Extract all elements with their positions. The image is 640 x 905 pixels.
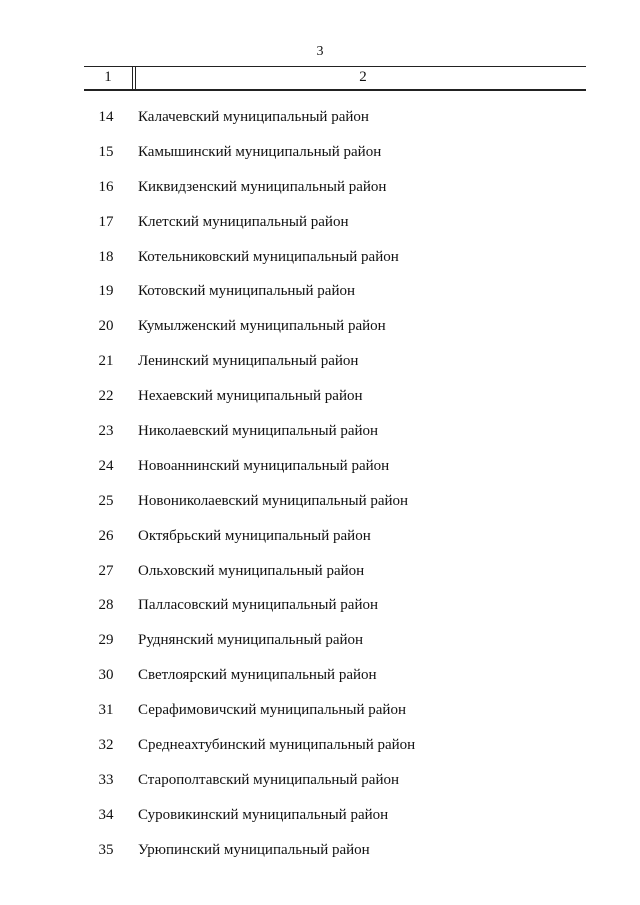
district-name: Светлоярский муниципальный район bbox=[138, 667, 377, 684]
district-name: Николаевский муниципальный район bbox=[138, 422, 379, 439]
table-row bbox=[84, 798, 604, 833]
district-name: Новоаннинский муниципальный район bbox=[138, 457, 390, 474]
row-number: 14 bbox=[98, 108, 114, 125]
table-row bbox=[84, 519, 604, 554]
table-row bbox=[84, 240, 604, 275]
row-number: 27 bbox=[98, 562, 114, 579]
district-list bbox=[84, 100, 604, 868]
row-number: 24 bbox=[98, 457, 114, 474]
page-number: 3 bbox=[316, 44, 324, 59]
table-row bbox=[84, 205, 604, 240]
table-row bbox=[84, 833, 604, 868]
row-number: 26 bbox=[98, 527, 114, 544]
district-name: Киквидзенский муниципальный район bbox=[138, 178, 387, 195]
table-row bbox=[84, 693, 604, 728]
table-row bbox=[84, 170, 604, 205]
table-row bbox=[84, 309, 604, 344]
district-name: Октябрьский муниципальный район bbox=[138, 527, 371, 544]
table-row bbox=[84, 135, 604, 170]
table-row bbox=[84, 554, 604, 589]
table-row bbox=[84, 274, 604, 309]
row-number: 20 bbox=[98, 318, 114, 335]
table-row bbox=[84, 484, 604, 519]
district-name: Клетский муниципальный район bbox=[138, 213, 349, 230]
district-name: Нехаевский муниципальный район bbox=[138, 388, 363, 405]
district-name: Суровикинский муниципальный район bbox=[138, 806, 389, 823]
table-row bbox=[84, 763, 604, 798]
district-name: Старополтавский муниципальный район bbox=[138, 771, 399, 788]
row-number: 33 bbox=[98, 771, 114, 788]
table-row bbox=[84, 100, 604, 135]
district-name: Урюпинский муниципальный район bbox=[138, 841, 370, 858]
district-name: Руднянский муниципальный район bbox=[138, 632, 364, 649]
row-number: 34 bbox=[98, 806, 114, 823]
column-header-2: 2 bbox=[135, 67, 586, 89]
column-header-1: 1 bbox=[84, 67, 133, 89]
district-name: Калачевский муниципальный район bbox=[138, 108, 369, 125]
table-row bbox=[84, 449, 604, 484]
table-row bbox=[84, 344, 604, 379]
district-name: Среднеахтубинский муниципальный район bbox=[138, 736, 416, 753]
row-number: 15 bbox=[98, 143, 114, 160]
table-row bbox=[84, 588, 604, 623]
row-number: 31 bbox=[98, 702, 114, 719]
district-name: Камышинский муниципальный район bbox=[138, 143, 382, 160]
district-name: Ленинский муниципальный район bbox=[138, 353, 359, 370]
table-header bbox=[84, 66, 586, 91]
district-name: Новониколаевский муниципальный район bbox=[138, 492, 409, 509]
district-name: Ольховский муниципальный район bbox=[138, 562, 365, 579]
row-number: 35 bbox=[98, 841, 114, 858]
row-number: 22 bbox=[98, 388, 114, 405]
row-number: 25 bbox=[98, 492, 114, 509]
district-name: Котельниковский муниципальный район bbox=[138, 248, 399, 265]
district-name: Котовский муниципальный район bbox=[138, 283, 356, 300]
table-row bbox=[84, 728, 604, 763]
table-row bbox=[84, 623, 604, 658]
row-number: 18 bbox=[98, 248, 114, 265]
table-row bbox=[84, 379, 604, 414]
table-row bbox=[84, 658, 604, 693]
row-number: 32 bbox=[98, 736, 114, 753]
row-number: 17 bbox=[98, 213, 114, 230]
row-number: 29 bbox=[98, 632, 114, 649]
district-name: Кумылженский муниципальный район bbox=[138, 318, 386, 335]
district-name: Серафимовичский муниципальный район bbox=[138, 702, 406, 719]
row-number: 23 bbox=[98, 422, 114, 439]
district-name: Палласовский муниципальный район bbox=[138, 597, 378, 614]
row-number: 28 bbox=[98, 597, 114, 614]
row-number: 19 bbox=[98, 283, 114, 300]
table-row bbox=[84, 414, 604, 449]
row-number: 16 bbox=[98, 178, 114, 195]
row-number: 30 bbox=[98, 667, 114, 684]
row-number: 21 bbox=[98, 353, 114, 370]
